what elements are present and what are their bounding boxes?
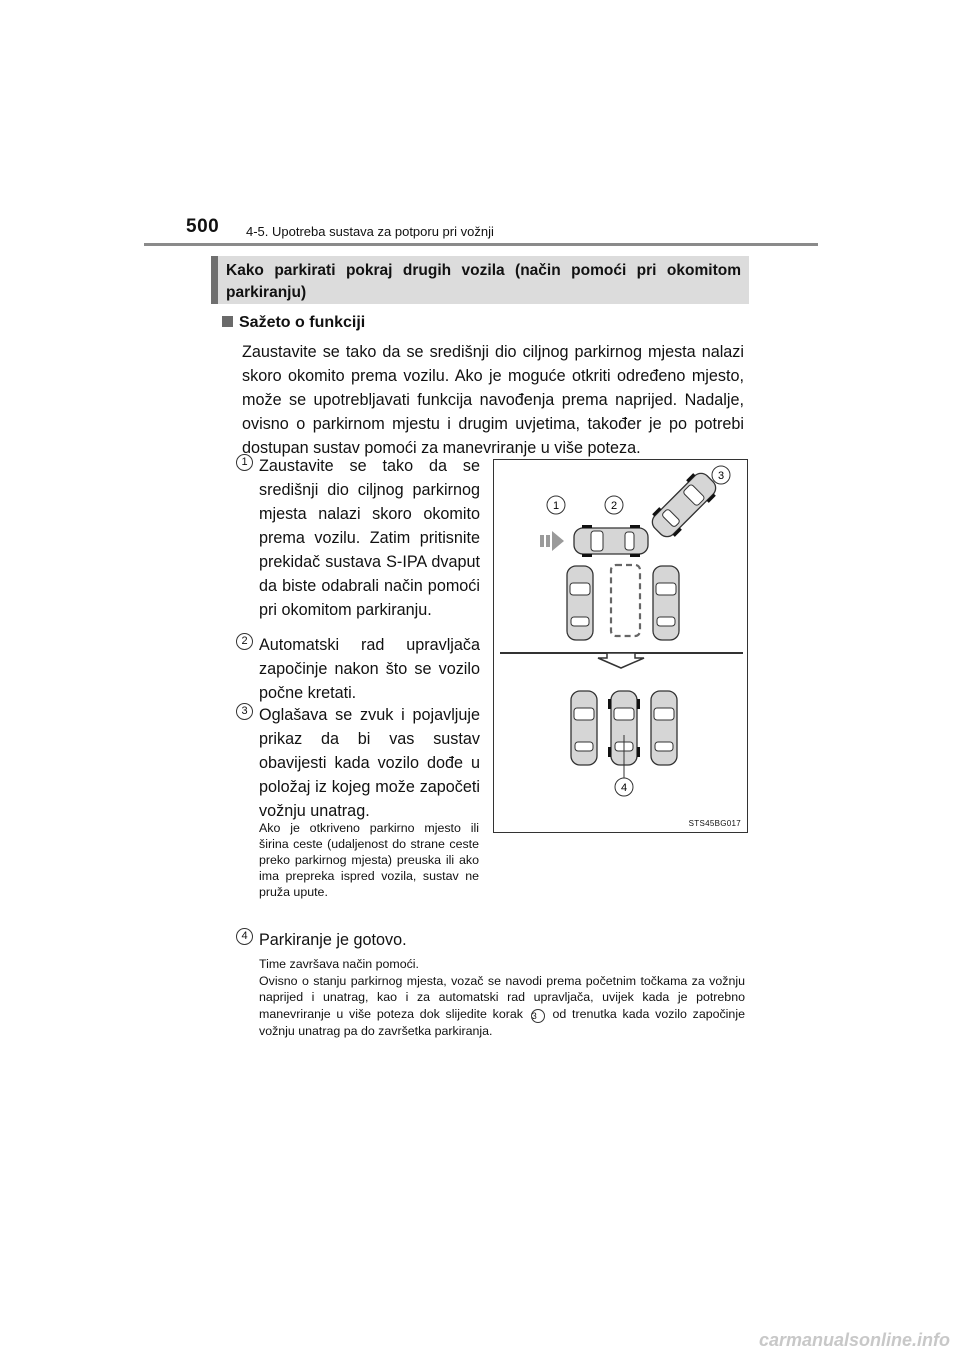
parked-car-left-final [571, 691, 597, 765]
label-2 [605, 496, 623, 514]
step-4 [236, 928, 407, 952]
svg-text:3: 3 [717, 470, 725, 482]
own-vehicle-start [574, 525, 648, 557]
step-text: Oglašava se zvuk i pojavljuje prikaz da bi vas sustav obavijesti kada vozilo dođe u položaj iz kojeg može započeti vožnju unatrag. [259, 706, 480, 820]
down-arrow-icon [598, 653, 644, 668]
svg-text:4: 4 [620, 782, 628, 794]
parked-car-right-final [651, 691, 677, 765]
square-bullet-icon [222, 316, 233, 327]
own-vehicle-forward [647, 468, 725, 543]
step-text: Parkiranje je gotovo. [259, 931, 407, 949]
step-number-badge: 4 [236, 928, 253, 945]
step-text: Automatski rad upravljača započinje nakon što se vozilo počne kretati. [259, 636, 480, 702]
step-number-badge: 3 [236, 703, 253, 720]
step-3-note: Ako je otkriveno parkirno mjesto ili širina ceste (udaljenost do strane ceste preko parkirnog mjesta) preuska ili ako ima prepreka ispred vozila, sustav ne pruža upute. [259, 821, 479, 899]
guidance-arrow-icon [540, 531, 564, 551]
svg-text:2: 2 [610, 500, 618, 512]
step-number-badge: 1 [236, 454, 253, 471]
subsection-heading [222, 314, 365, 332]
label-1 [547, 496, 565, 514]
step-3 [236, 703, 480, 823]
final-note [259, 956, 745, 1039]
illustration-code: STS45BG017 [688, 819, 741, 828]
label-3 [712, 466, 730, 484]
step-2 [236, 633, 480, 705]
svg-text:1: 1 [552, 500, 560, 512]
parked-car-left [567, 566, 593, 640]
step-reference-badge: 3 [531, 1009, 545, 1023]
step-text: Zaustavite se tako da se središnji dio ciljnog parkirnog mjesta nalazi skoro okomito prema vozilu. Zatim pritisnite prekidač sustava S-IPA dvaput da biste odabrali način pomoći pri okomitom parkiranju. [259, 457, 480, 619]
parking-illustration [493, 459, 748, 833]
final-note-line1: Time završava način pomoći. [259, 957, 419, 971]
parking-diagram [494, 460, 749, 834]
final-note-body [259, 973, 745, 1040]
chapter-title: 4-5. Upotreba sustava za potporu pri vožnji [246, 224, 494, 239]
target-parking-space [611, 565, 640, 636]
page-number: 500 [186, 216, 220, 237]
intro-paragraph: Zaustavite se tako da se središnji dio ciljnog parkirnog mjesta nalazi skoro okomito prema vozilu. Ako je moguće otkriti određeno mjesto, može se upotrebljavati funkcija navođenja prema naprijed. Nadalje, ovisno o parkirnom mjestu i drugim uvjetima, također je po potrebi dostupan sustav pomoći za manevriranje u više poteza. [242, 343, 744, 457]
step-number-badge: 2 [236, 633, 253, 650]
header-divider [144, 243, 818, 246]
label-4 [615, 778, 633, 796]
final-note-after-ref: od trenutka kada vozilo započinje vožnju unatrag pa do završetka parkiranja. [259, 1006, 745, 1038]
watermark: carmanualsonline.info [758, 1330, 950, 1350]
subsection-title: Sažeto o funkciji [239, 314, 366, 331]
section-heading: Kako parkirati pokraj drugih vozila (način pomoći pri okomitom parkiranju) [211, 256, 749, 304]
parked-car-right [653, 566, 679, 640]
final-note-before-ref: Ovisno o stanju parkirnog mjesta, vozač se navodi prema početnim točkama za vožnju naprijed i unatrag, kao i za automatski rad upravljača, uvijek kada je potrebno manevriranje u više poteza dok slijedite korak [259, 973, 745, 1021]
step-1 [236, 454, 480, 622]
